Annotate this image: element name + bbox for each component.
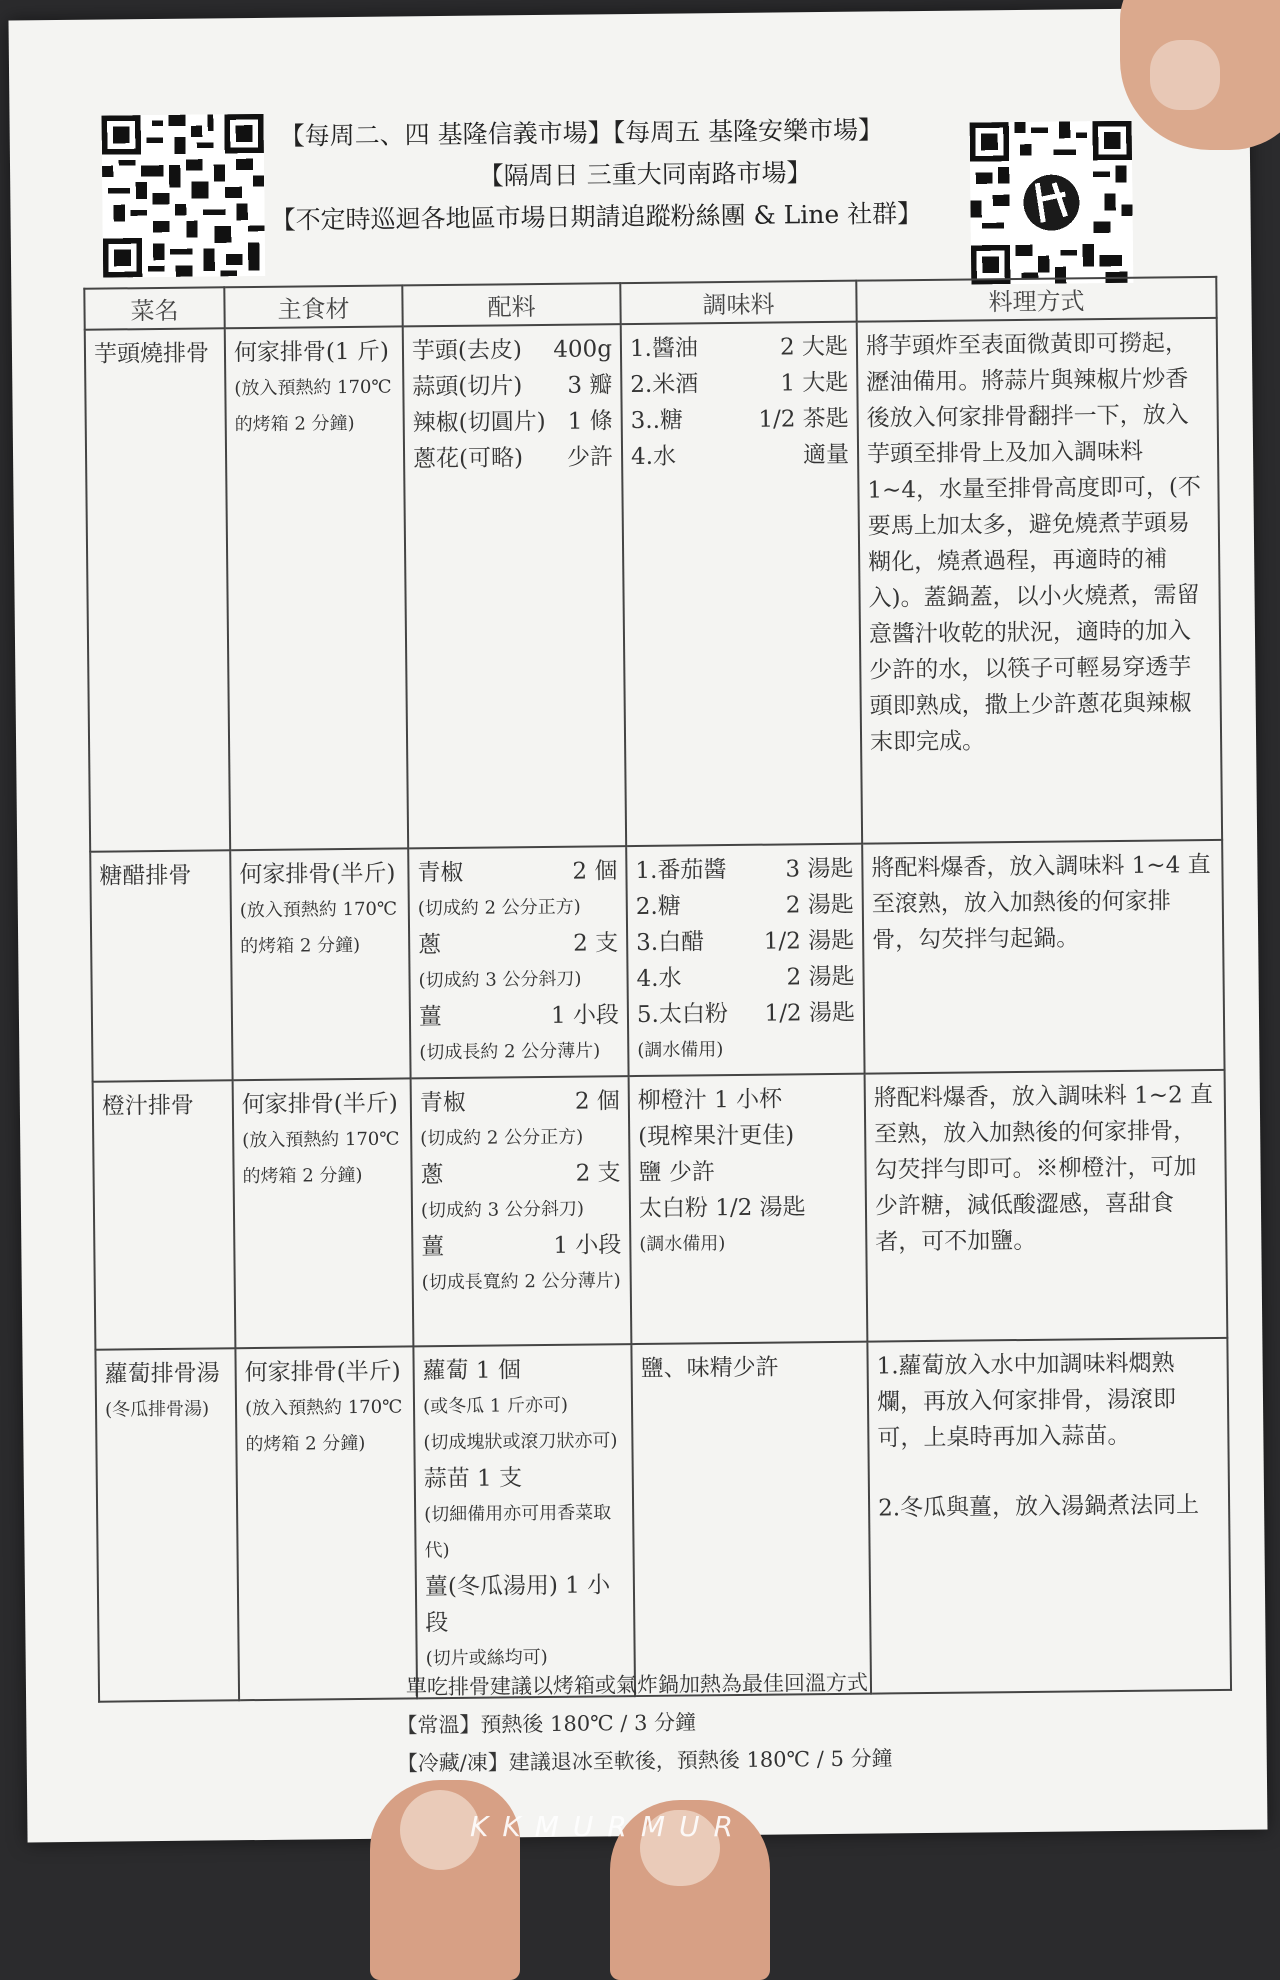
seasoning-item bbox=[631, 437, 849, 475]
dish-name: 芋頭燒排骨 bbox=[93, 340, 210, 368]
seasoning-item: 鹽、味精少許 bbox=[640, 1354, 779, 1382]
ingredient-name: 蔥 bbox=[418, 932, 442, 959]
ingredient-note: (切成塊狀或滾刀狀亦可) bbox=[423, 1430, 618, 1454]
dish-name: 糖醋排骨 bbox=[99, 862, 192, 890]
ingredient-item bbox=[417, 853, 617, 891]
ingredient-item bbox=[418, 925, 618, 963]
header-line-2: 【隔周日 三重大同南路市場】 bbox=[478, 158, 812, 191]
watermark: KKMURMUR bbox=[470, 1810, 747, 1843]
seasoning-cell bbox=[626, 844, 864, 1076]
ingredient-amount: 3 瓣 bbox=[567, 372, 613, 399]
dish-name: 蘿蔔排骨湯 bbox=[104, 1360, 220, 1388]
main-ingredient-note: (放入預熱約 170℃ 的烤箱 2 分鐘) bbox=[242, 1128, 400, 1188]
ingredient-item: 蒜苗 1 支 bbox=[423, 1465, 523, 1493]
seasoning-amount: 適量 bbox=[802, 441, 850, 469]
ingredient-item bbox=[413, 403, 613, 441]
seasoning-item bbox=[636, 887, 854, 925]
ingredient-item bbox=[419, 997, 619, 1035]
method-cell bbox=[857, 318, 1222, 844]
ingredient-amount: 1 小段 bbox=[550, 1002, 620, 1029]
seasoning-name: 2.米酒 bbox=[630, 371, 699, 399]
ingredient-item bbox=[412, 331, 612, 369]
ingredient-name: 青椒 bbox=[417, 859, 464, 887]
seasoning-item: 柳橙汁 1 小杯 bbox=[637, 1086, 783, 1115]
ingredient-amount: 2 個 bbox=[574, 1088, 620, 1115]
ingredient-name: 蒜頭(切片) bbox=[412, 373, 523, 401]
ingredients-cell bbox=[413, 1344, 635, 1698]
seasoning-amount: 2 湯匙 bbox=[785, 891, 854, 919]
seasoning-item bbox=[631, 401, 849, 439]
dish-name-cell bbox=[93, 1080, 236, 1349]
method-text: 將配料爆香，放入調味料 1~2 直至熟，放入加熱後的何家排骨，勾芡拌勻即可。※柳橙汁，可加少許糖，減低酸澀感，喜甜食者，可不加鹽。 bbox=[873, 1081, 1214, 1256]
ingredient-note: (或冬瓜 1 斤亦可) bbox=[422, 1394, 569, 1418]
ingredient-item bbox=[421, 1227, 621, 1265]
ingredient-name: 青椒 bbox=[419, 1089, 466, 1117]
table-row bbox=[90, 840, 1224, 1082]
ingredient-item bbox=[420, 1155, 620, 1193]
thumbnail-top-right bbox=[1150, 40, 1220, 110]
seasoning-item bbox=[637, 995, 855, 1033]
seasoning-amount: 3 湯匙 bbox=[785, 855, 854, 883]
dish-name-cell bbox=[85, 328, 230, 851]
main-ingredient-cell bbox=[230, 848, 410, 1080]
ingredient-amount: 1 條 bbox=[567, 408, 613, 435]
ingredients-cell bbox=[411, 1076, 632, 1346]
column-header-seasoning: 調味料 bbox=[620, 281, 856, 324]
main-ingredient: 何家排骨(1 斤) bbox=[233, 338, 390, 367]
method-text: 1.蘿蔔放入水中加調味料燜熟爛，再放入何家排骨，湯滾即可，上桌時再加入蒜苗。 bbox=[876, 1350, 1177, 1452]
ingredients-cell bbox=[408, 846, 628, 1078]
ingredient-item: 薑(冬瓜湯用) 1 小段 bbox=[424, 1572, 611, 1637]
seasoning-cell bbox=[631, 1342, 871, 1696]
ingredient-amount: 少許 bbox=[566, 444, 614, 471]
seasoning-name: 4.水 bbox=[630, 443, 677, 471]
ingredient-name: 蔥 bbox=[420, 1162, 444, 1189]
method-cell bbox=[867, 1338, 1231, 1694]
main-ingredient-note: (放入預熱約 170℃ 的烤箱 2 分鐘) bbox=[239, 898, 398, 958]
table-row bbox=[93, 1070, 1228, 1350]
seasoning-name: 3..糖 bbox=[630, 407, 684, 435]
ingredient-name: 蔥花(可略) bbox=[412, 445, 524, 473]
seasoning-item bbox=[630, 329, 848, 367]
table-row bbox=[85, 318, 1222, 852]
ingredient-name: 芋頭(去皮) bbox=[411, 337, 523, 365]
seasoning-note: (調水備用) bbox=[637, 1039, 724, 1062]
recipe-table bbox=[83, 276, 1232, 1703]
recipe-sheet bbox=[8, 8, 1267, 1843]
ingredient-item: 蘿蔔 1 個 bbox=[422, 1357, 522, 1385]
seasoning-name: 5.太白粉 bbox=[636, 1001, 729, 1029]
seasoning-name: 3.白醋 bbox=[636, 929, 705, 957]
ingredient-note: (切成約 2 公分正方) bbox=[420, 1126, 584, 1150]
seasoning-cell bbox=[629, 1074, 868, 1344]
ingredient-note: (切成長寬約 2 公分薄片) bbox=[421, 1270, 621, 1294]
seasoning-item bbox=[630, 365, 848, 403]
thumbnail-bottom-left bbox=[400, 1790, 480, 1870]
ingredient-amount: 400g bbox=[553, 336, 613, 363]
seasoning-item bbox=[635, 851, 853, 889]
main-ingredient: 何家排骨(半斤) bbox=[244, 1358, 401, 1387]
ingredient-name: 薑 bbox=[421, 1234, 445, 1261]
seasoning-item bbox=[636, 923, 854, 961]
seasoning-amount: 1 大匙 bbox=[780, 369, 849, 397]
seasoning-name: 2.糖 bbox=[635, 893, 681, 921]
reheat-room-temp: 【常溫】預熱後 180℃ / 3 分鐘 bbox=[396, 1710, 697, 1738]
method-cell bbox=[862, 840, 1224, 1074]
dish-name-sub: (冬瓜排骨湯) bbox=[104, 1398, 210, 1421]
ingredient-item bbox=[420, 1083, 620, 1121]
ingredient-note: (切成約 3 公分斜刀) bbox=[418, 968, 582, 992]
ingredient-item bbox=[412, 367, 612, 405]
dish-name: 橙汁排骨 bbox=[101, 1092, 195, 1120]
qr-code-right-icon bbox=[970, 121, 1134, 285]
ingredient-note: (切成長約 2 公分薄片) bbox=[419, 1040, 601, 1064]
seasoning-amount: 1/2 湯匙 bbox=[763, 927, 855, 955]
reheat-tip: 單吃排骨建議以烤箱或氣炸鍋加熱為最佳回溫方式 bbox=[405, 1670, 869, 1700]
main-ingredient: 何家排骨(半斤) bbox=[239, 860, 396, 889]
reheat-frozen: 【冷藏/凍】建議退冰至軟後，預熱後 180℃ / 5 分鐘 bbox=[396, 1746, 893, 1776]
seasoning-item bbox=[636, 959, 854, 997]
header-line-1: 【每周二、四 基隆信義市場】【每周五 基隆安樂市場】 bbox=[279, 115, 884, 151]
ingredient-amount: 2 支 bbox=[575, 1160, 621, 1187]
qr-code-left-icon bbox=[101, 114, 265, 278]
ingredients-cell bbox=[403, 324, 626, 848]
method-text: 將芋頭炸至表面微黃即可撈起，瀝油備用。將蒜片與辣椒片炒香後放入何家排骨翻拌一下，放入芋頭至排骨上及加入調味料 1~4，水量至排骨高度即可，(不要馬上加太多，避免燒煮芋頭易糊化，燒煮過程，再適時的補入)。蓋鍋蓋，以小火燒煮，需留意醬汁收乾的狀況，適時的加入少許的水，以筷子可輕易穿透芋頭即熟成，撒上少許蔥花與辣椒末即完成。 bbox=[865, 330, 1202, 756]
seasoning-amount: 2 大匙 bbox=[779, 333, 849, 361]
column-header-dish: 菜名 bbox=[84, 287, 224, 329]
seasoning-amount: 1/2 茶匙 bbox=[758, 405, 849, 433]
seasoning-name: 1.番茄醬 bbox=[635, 857, 727, 885]
ingredient-name: 薑 bbox=[418, 1004, 443, 1031]
header-line-3: 【不定時巡迴各地區市場日期請追蹤粉絲團 & Line 社群】 bbox=[270, 198, 923, 235]
main-ingredient-cell bbox=[225, 326, 408, 850]
seasoning-cell bbox=[621, 322, 862, 846]
ingredient-name: 辣椒(切圓片) bbox=[412, 408, 546, 437]
seasoning-name: 1.醬油 bbox=[629, 335, 699, 363]
seasoning-amount: 2 湯匙 bbox=[786, 963, 855, 991]
ingredient-note: (切片或絲均可) bbox=[425, 1646, 548, 1670]
ingredient-note: (切細備用亦可用香菜取代) bbox=[424, 1502, 612, 1562]
method-text: 將配料爆香，放入調味料 1~4 直至滾熟，放入加熱後的何家排骨，勾芡拌勻起鍋。 bbox=[871, 852, 1211, 954]
column-header-ingredients: 配料 bbox=[402, 283, 620, 326]
ingredient-amount: 2 支 bbox=[573, 930, 619, 957]
main-ingredient-note: (放入預熱約 170℃ 的烤箱 2 分鐘) bbox=[234, 376, 392, 436]
method-text-2: 2.冬瓜與薑，放入湯鍋煮法同上 bbox=[877, 1492, 1200, 1522]
main-ingredient-note: (放入預熱約 170℃ 的烤箱 2 分鐘) bbox=[244, 1396, 403, 1456]
seasoning-item: 太白粉 1/2 湯匙 bbox=[638, 1194, 806, 1223]
method-cell bbox=[865, 1070, 1228, 1342]
main-ingredient-cell bbox=[233, 1078, 414, 1348]
column-header-method: 料理方式 bbox=[856, 277, 1216, 322]
ingredient-note: (切成約 2 公分正方) bbox=[417, 896, 581, 920]
main-ingredient: 何家排骨(半斤) bbox=[241, 1090, 398, 1119]
dish-name-cell bbox=[95, 1348, 239, 1701]
ingredient-amount: 1 小段 bbox=[553, 1232, 622, 1259]
seasoning-note: (現榨果汁更佳) bbox=[638, 1122, 795, 1151]
main-ingredient-cell bbox=[235, 1346, 417, 1700]
dish-name-cell bbox=[90, 850, 232, 1081]
ingredient-item bbox=[413, 439, 613, 477]
reheating-notes bbox=[396, 1663, 893, 1782]
market-schedule-header bbox=[270, 108, 971, 241]
column-header-main: 主食材 bbox=[224, 285, 402, 328]
seasoning-note: (調水備用) bbox=[639, 1233, 726, 1256]
ingredient-note: (切成約 3 公分斜刀) bbox=[420, 1198, 585, 1222]
seasoning-item: 鹽 少許 bbox=[638, 1159, 716, 1187]
ingredient-amount: 2 個 bbox=[572, 858, 618, 885]
seasoning-amount: 1/2 湯匙 bbox=[764, 999, 856, 1027]
table-row bbox=[95, 1338, 1231, 1702]
seasoning-name: 4.水 bbox=[636, 965, 682, 993]
